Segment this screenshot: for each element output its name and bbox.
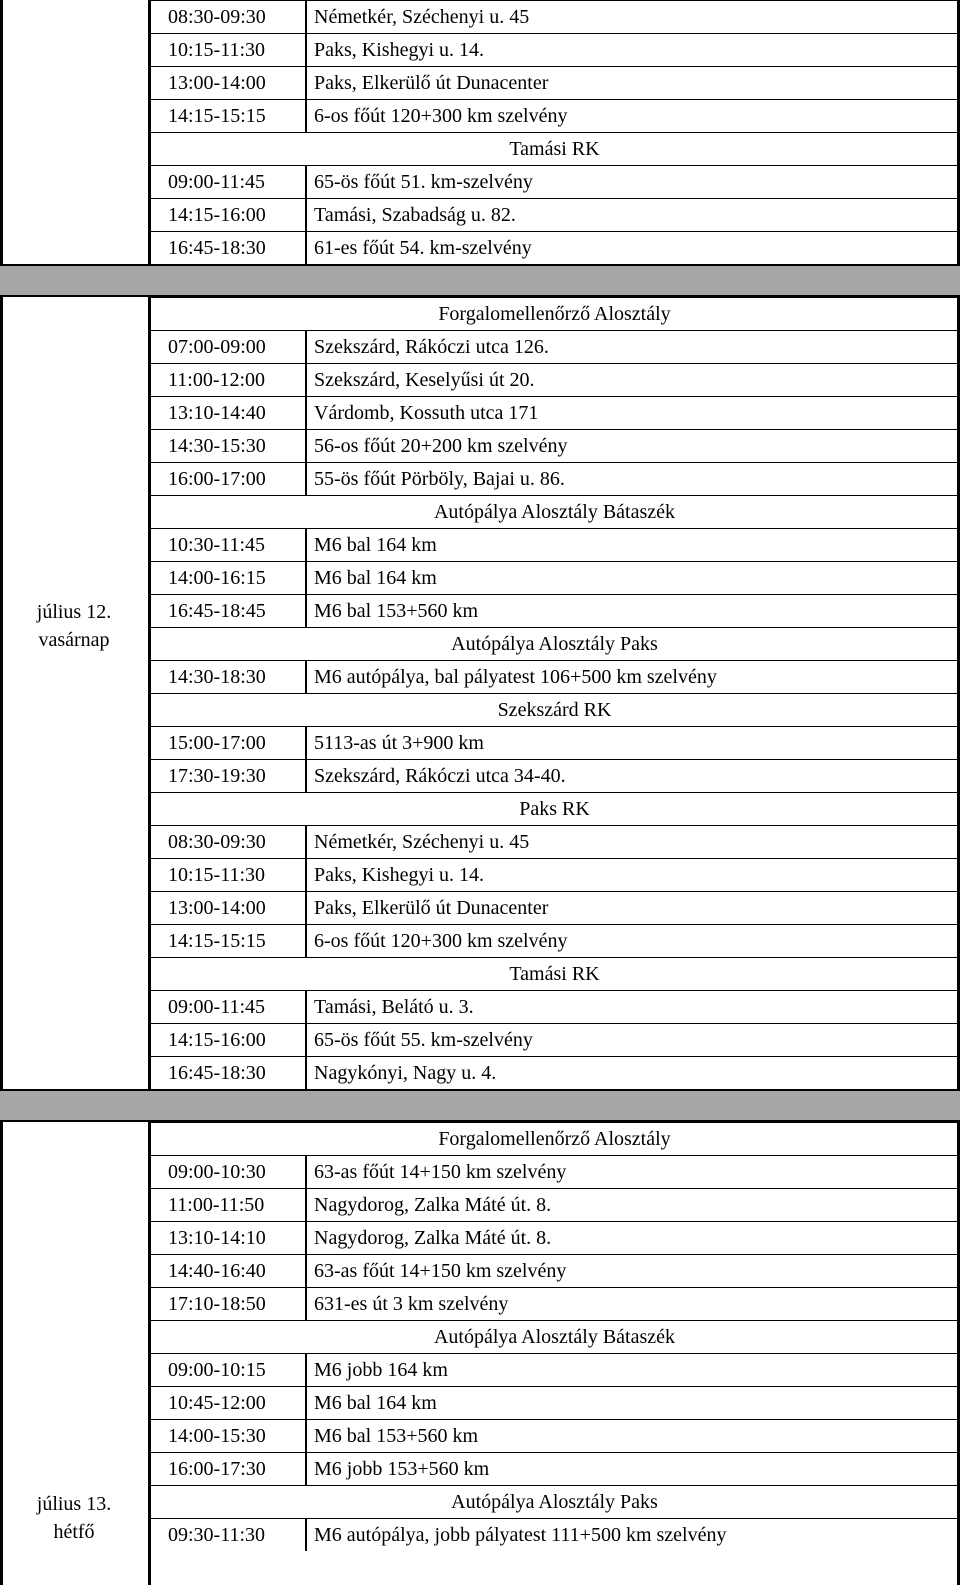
section-header-row [151,957,958,990]
time-cell: 08:30-09:30 [151,1,307,33]
section-header-row [151,297,958,330]
schedule-row [151,1386,958,1419]
location-cell: Paks, Elkerülő út Dunacenter [314,897,549,919]
time-cell: 14:30-18:30 [151,661,307,693]
time-cell: 17:10-18:50 [151,1288,307,1320]
section-header-row [151,1122,958,1155]
section-header-row [151,792,958,825]
section-header: Paks RK [519,798,590,820]
location-cell: Nagydorog, Zalka Máté út. 8. [314,1227,552,1249]
location-cell: M6 bal 164 km [314,567,437,589]
time-cell: 10:45-12:00 [151,1387,307,1419]
location-cell: 61-es főút 54. km-szelvény [314,237,532,259]
time-cell: 13:10-14:10 [151,1222,307,1254]
time-cell: 14:00-16:15 [151,562,307,594]
location-cell: M6 autópálya, bal pályatest 106+500 km szelvény [314,666,717,688]
location-cell: M6 jobb 153+560 km [314,1458,490,1480]
time-cell: 17:30-19:30 [151,760,307,792]
section-header-row [151,1485,958,1518]
section-header-row [151,1320,958,1353]
time-cell: 14:00-15:30 [151,1420,307,1452]
schedule-row [151,660,958,693]
location-cell: 5113-as út 3+900 km [314,732,484,754]
schedule-row [151,99,958,132]
schedule-row [151,462,958,495]
location-cell: Paks, Kishegyi u. 14. [314,864,484,886]
section-header-row [151,627,958,660]
schedule-row [151,825,958,858]
schedule-row [151,990,958,1023]
location-cell: 6-os főút 120+300 km szelvény [314,930,568,952]
date-text: július 13. [36,1493,112,1515]
location-cell: M6 bal 153+560 km [314,1425,479,1447]
section-header: Szekszárd RK [497,699,612,721]
location-cell: 63-as főút 14+150 km szelvény [314,1260,567,1282]
section-header-row [151,132,958,165]
location-cell: Németkér, Széchenyi u. 45 [314,831,530,853]
time-cell: 09:00-10:30 [151,1156,307,1188]
location-cell: Tamási, Belátó u. 3. [314,996,474,1018]
time-cell: 08:30-09:30 [151,826,307,858]
time-cell: 13:00-14:00 [151,892,307,924]
time-cell: 14:15-15:15 [151,100,307,132]
time-cell: 14:15-15:15 [151,925,307,957]
time-cell: 14:30-15:30 [151,430,307,462]
time-cell: 09:00-11:45 [151,166,307,198]
time-cell: 09:30-11:30 [151,1519,307,1551]
section-header: Forgalomellenőrző Alosztály [438,303,671,325]
schedule-row [151,1419,958,1452]
schedule-row [151,594,958,627]
section-header-row [151,495,958,528]
schedule-row [151,1254,958,1287]
schedule-row [151,33,958,66]
time-cell: 16:45-18:45 [151,595,307,627]
section-header: Forgalomellenőrző Alosztály [438,1128,671,1150]
day-separator [0,264,960,297]
schedule-row [151,231,958,264]
location-cell: Szekszárd, Rákóczi utca 34-40. [314,765,566,787]
day-separator [0,1089,960,1122]
section-header-row [151,693,958,726]
time-cell: 10:30-11:45 [151,529,307,561]
schedule-row [151,330,958,363]
location-cell: 6-os főút 120+300 km szelvény [314,105,568,127]
schedule-row [151,1023,958,1056]
schedule-row [151,561,958,594]
location-cell: 56-os főút 20+200 km szelvény [314,435,568,457]
location-cell: Paks, Kishegyi u. 14. [314,39,484,61]
day-label [0,1490,148,1546]
schedule-row [151,726,958,759]
section-header: Tamási RK [509,138,600,160]
location-cell: Paks, Elkerülő út Dunacenter [314,72,549,94]
schedule-row [151,528,958,561]
schedule-row [151,891,958,924]
location-cell: 63-as főút 14+150 km szelvény [314,1161,567,1183]
section-header: Autópálya Alosztály Paks [451,633,658,655]
section-header: Autópálya Alosztály Bátaszék [433,501,676,523]
location-cell: Nagykónyi, Nagy u. 4. [314,1062,497,1084]
time-cell: 10:15-11:30 [151,34,307,66]
location-cell: M6 bal 153+560 km [314,600,479,622]
time-cell: 11:00-11:50 [151,1189,307,1221]
time-cell: 13:00-14:00 [151,67,307,99]
date-text: július 12. [36,601,112,623]
schedule-row [151,0,958,33]
schedule-row [151,858,958,891]
location-cell: Tamási, Szabadság u. 82. [314,204,516,226]
location-cell: M6 autópálya, jobb pályatest 111+500 km szelvény [314,1524,727,1546]
time-cell: 16:45-18:30 [151,1057,307,1089]
weekday-text: vasárnap [38,629,110,651]
time-cell: 15:00-17:00 [151,727,307,759]
location-cell: Nagydorog, Zalka Máté út. 8. [314,1194,552,1216]
time-cell: 07:00-09:00 [151,331,307,363]
time-cell: 14:15-16:00 [151,199,307,231]
time-cell: 13:10-14:40 [151,397,307,429]
schedule-row [151,1056,958,1089]
location-cell: M6 bal 164 km [314,1392,437,1414]
schedule-row [151,759,958,792]
left-border [0,0,3,1585]
time-cell: 11:00-12:00 [151,364,307,396]
schedule-row [151,1452,958,1485]
schedule-row [151,66,958,99]
location-cell: 65-ös főút 51. km-szelvény [314,171,533,193]
schedule-row [151,165,958,198]
time-cell: 16:45-18:30 [151,232,307,264]
time-cell: 09:00-10:15 [151,1354,307,1386]
schedule-row [151,429,958,462]
schedule-row [151,1353,958,1386]
location-cell: Várdomb, Kossuth utca 171 [314,402,539,424]
time-cell: 09:00-11:45 [151,991,307,1023]
location-cell: Szekszárd, Keselyűsi út 20. [314,369,535,391]
schedule-row [151,1518,958,1551]
time-cell: 14:15-16:00 [151,1024,307,1056]
time-cell: 14:40-16:40 [151,1255,307,1287]
location-cell: M6 jobb 164 km [314,1359,448,1381]
schedule-row [151,198,958,231]
section-header: Autópálya Alosztály Bátaszék [433,1326,676,1348]
schedule-row [151,1188,958,1221]
time-cell: 16:00-17:00 [151,463,307,495]
schedule-row [151,924,958,957]
schedule-row [151,1221,958,1254]
location-cell: 55-ös főút Pörböly, Bajai u. 86. [314,468,565,490]
location-cell: M6 bal 164 km [314,534,437,556]
schedule-row [151,363,958,396]
schedule-row [151,396,958,429]
schedule-row [151,1287,958,1320]
day-label [0,598,148,654]
schedule-row [151,1155,958,1188]
section-header: Autópálya Alosztály Paks [451,1491,658,1513]
time-cell: 10:15-11:30 [151,859,307,891]
location-cell: Németkér, Széchenyi u. 45 [314,6,530,28]
location-cell: 631-es út 3 km szelvény [314,1293,509,1315]
location-cell: Szekszárd, Rákóczi utca 126. [314,336,549,358]
location-cell: 65-ös főút 55. km-szelvény [314,1029,533,1051]
section-header: Tamási RK [509,963,600,985]
time-cell: 16:00-17:30 [151,1453,307,1485]
weekday-text: hétfő [53,1521,95,1543]
